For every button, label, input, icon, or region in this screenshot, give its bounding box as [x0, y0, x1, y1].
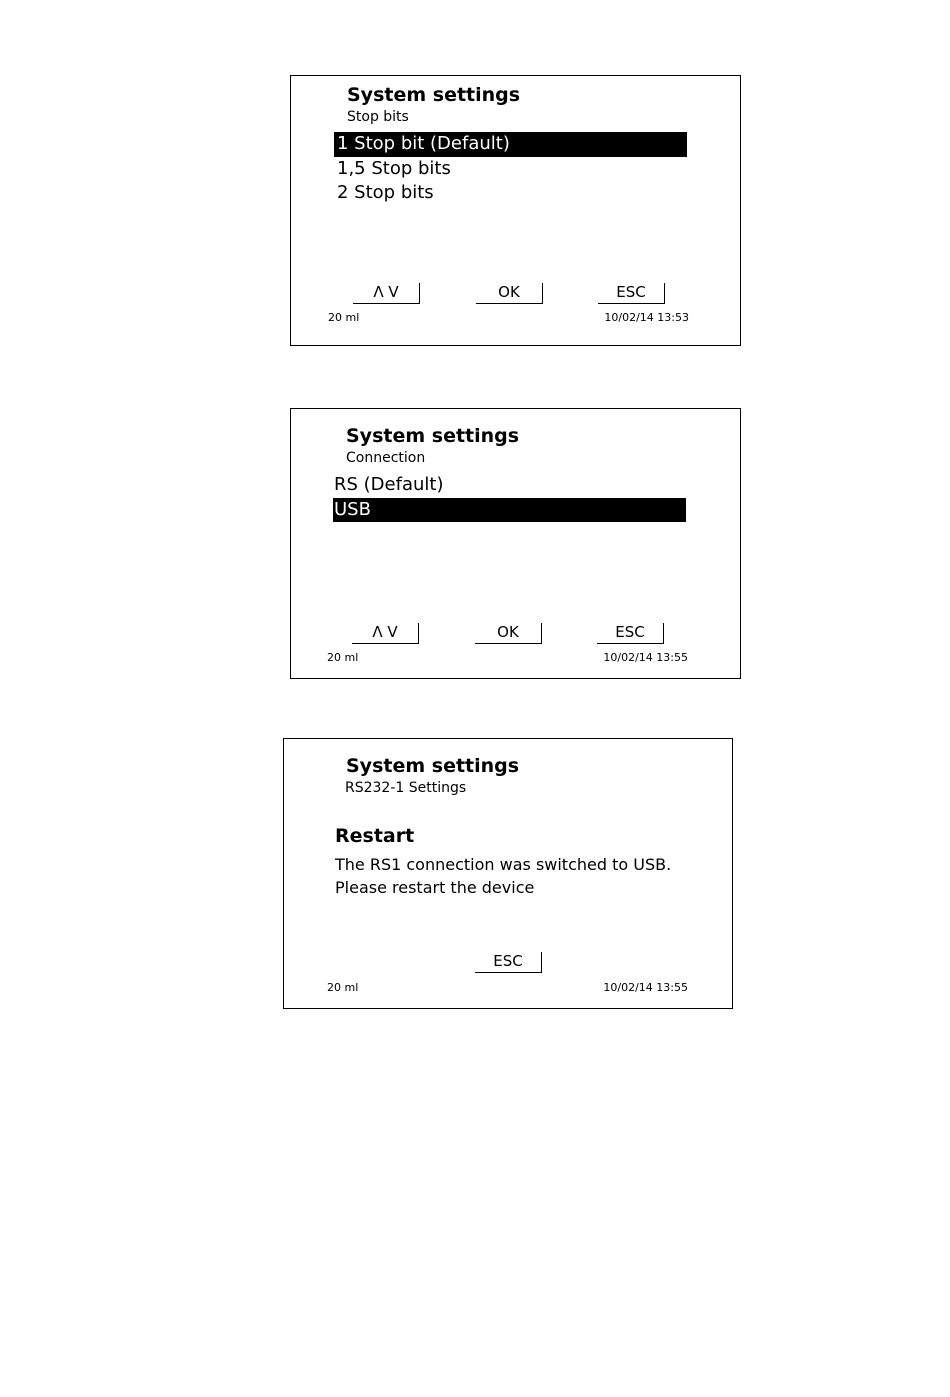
list-item-usb[interactable]: USB	[333, 498, 686, 523]
list-item-1-5-stop-bits[interactable]: 1,5 Stop bits	[337, 157, 451, 179]
screen-title: System settings	[347, 84, 521, 106]
list-item-1-stop-bit[interactable]: 1 Stop bit (Default)	[334, 132, 687, 157]
volume-label: 20 ml	[327, 651, 359, 664]
restart-dialog-screen	[283, 738, 733, 1009]
list-item-rs-default[interactable]: RS (Default)	[334, 474, 444, 495]
restart-message-line-1: The RS1 connection was switched to USB.	[335, 855, 672, 874]
esc-button[interactable]: ESC	[597, 623, 664, 644]
connection-list	[333, 473, 686, 522]
volume-label: 20 ml	[328, 311, 360, 324]
esc-button[interactable]: ESC	[598, 283, 665, 304]
screen-subtitle: Connection	[346, 450, 426, 466]
ok-button[interactable]: OK	[476, 283, 543, 304]
screen-title: System settings	[346, 755, 520, 777]
datetime-label: 10/02/14 13:55	[603, 651, 688, 664]
ok-button[interactable]: OK	[475, 623, 542, 644]
datetime-label: 10/02/14 13:55	[603, 981, 688, 994]
screen-title: System settings	[346, 425, 520, 447]
nav-up-down-button[interactable]: Λ V	[353, 283, 420, 304]
stop-bits-list	[334, 132, 687, 206]
screen-subtitle: Stop bits	[347, 109, 409, 125]
volume-label: 20 ml	[327, 981, 359, 994]
nav-up-down-button[interactable]: Λ V	[352, 623, 419, 644]
restart-heading: Restart	[335, 825, 415, 847]
screen-subtitle: RS232-1 Settings	[345, 780, 467, 796]
restart-message-line-2: Please restart the device	[335, 878, 535, 897]
list-item-2-stop-bits[interactable]: 2 Stop bits	[337, 182, 434, 203]
stop-bits-screen	[290, 75, 741, 346]
connection-screen	[290, 408, 741, 679]
esc-button[interactable]: ESC	[475, 952, 542, 973]
datetime-label: 10/02/14 13:53	[604, 311, 689, 324]
